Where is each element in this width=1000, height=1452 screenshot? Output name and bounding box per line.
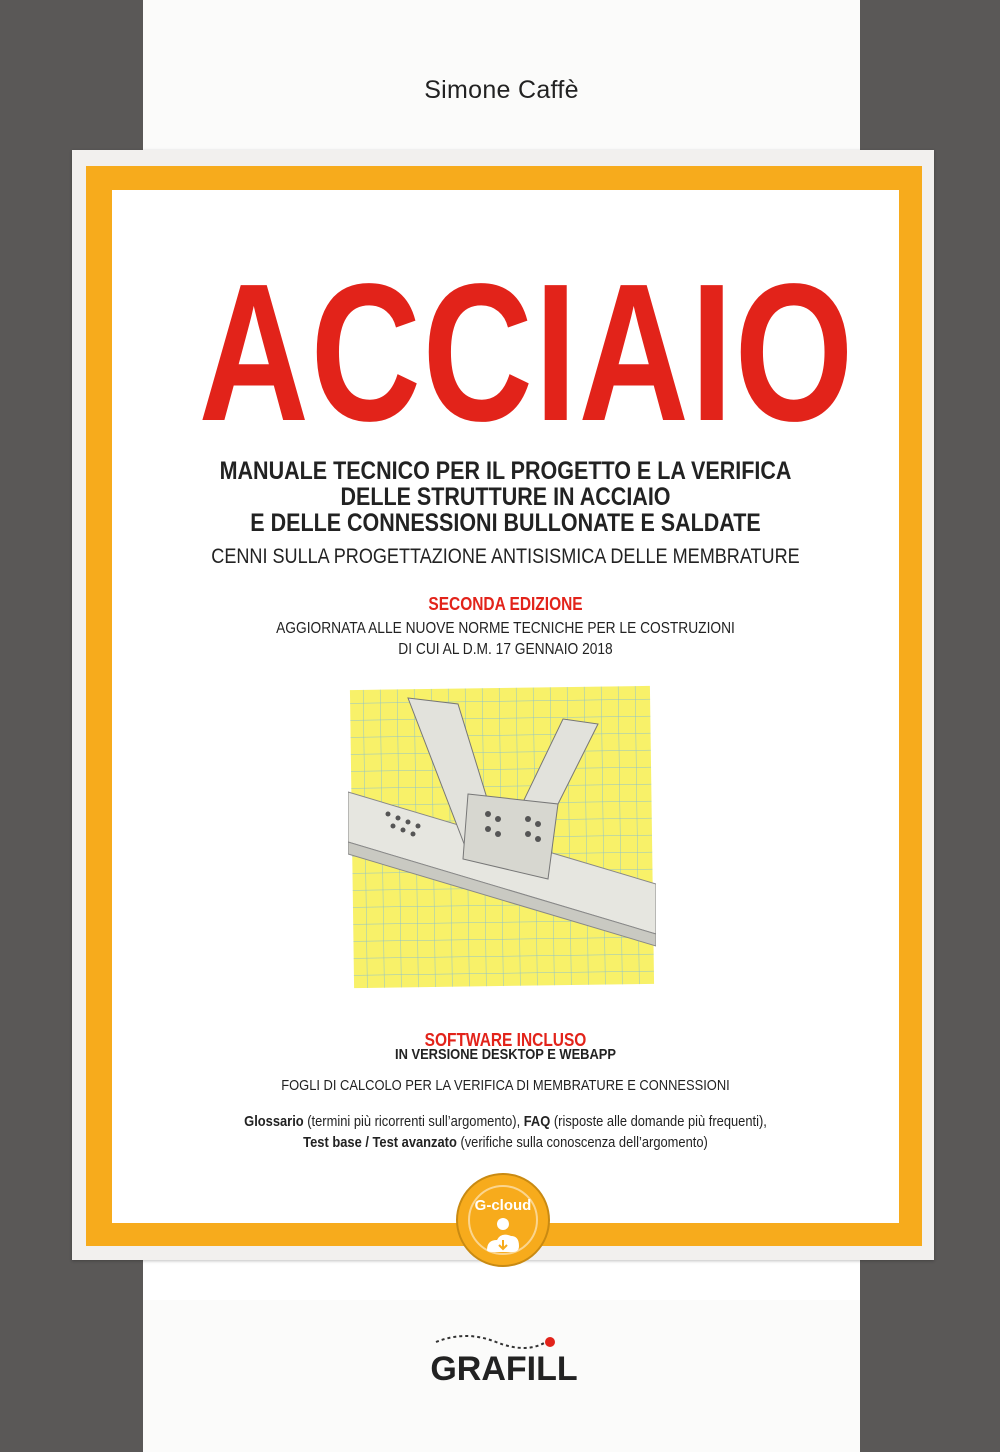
gcloud-text: G-cloud — [474, 1197, 532, 1214]
test-label: Test base / Test avanzato — [303, 1134, 457, 1151]
subtitle-line: E DELLE CONNESSIONI BULLONATE E SALDATE — [250, 509, 761, 537]
glossario-text: (termini più ricorrenti sull’argomento), — [303, 1113, 524, 1130]
edition-line: AGGIORNATA ALLE NUOVE NORME TECNICHE PER LE COSTRUZIONI — [276, 620, 735, 637]
subtitle-line: MANUALE TECNICO PER IL PROGETTO E LA VERIFICA — [219, 457, 792, 485]
fogli-line: FOGLI DI CALCOLO PER LA VERIFICA DI MEMBRATURE E CONNESSIONI — [281, 1077, 730, 1094]
software-label: SOFTWARE INCLUSO — [424, 1030, 587, 1050]
faq-label: FAQ — [523, 1113, 551, 1130]
glossario-label: Glossario — [244, 1113, 304, 1130]
edition-description — [167, 618, 844, 660]
book-title: ACCIAIO — [198, 243, 855, 462]
extras-description — [167, 1111, 844, 1153]
faq-text: (risposte alle domande più frequenti), — [550, 1113, 767, 1130]
cloud-download-icon — [455, 1172, 551, 1268]
software-description: IN VERSIONE DESKTOP E WEBAPP — [394, 1046, 617, 1063]
publisher-name: GRAFILL — [430, 1350, 578, 1388]
cenni-line: CENNI SULLA PROGETTAZIONE ANTISISMICA DELLE MEMBRATURE — [211, 545, 800, 568]
subtitle-line: DELLE STRUTTURE IN ACCIAIO — [340, 483, 671, 511]
test-text: (verifiche sulla conoscenza dell’argomento) — [456, 1134, 708, 1151]
top-strip — [143, 0, 860, 150]
grafill-logo — [426, 1328, 586, 1388]
edition-line: DI CUI AL D.M. 17 GENNAIO 2018 — [398, 641, 613, 658]
author-name: Simone Caffè — [424, 76, 579, 104]
edition-label: SECONDA EDIZIONE — [428, 594, 583, 614]
steel-connection-illustration — [348, 684, 656, 990]
subtitle — [167, 458, 844, 536]
